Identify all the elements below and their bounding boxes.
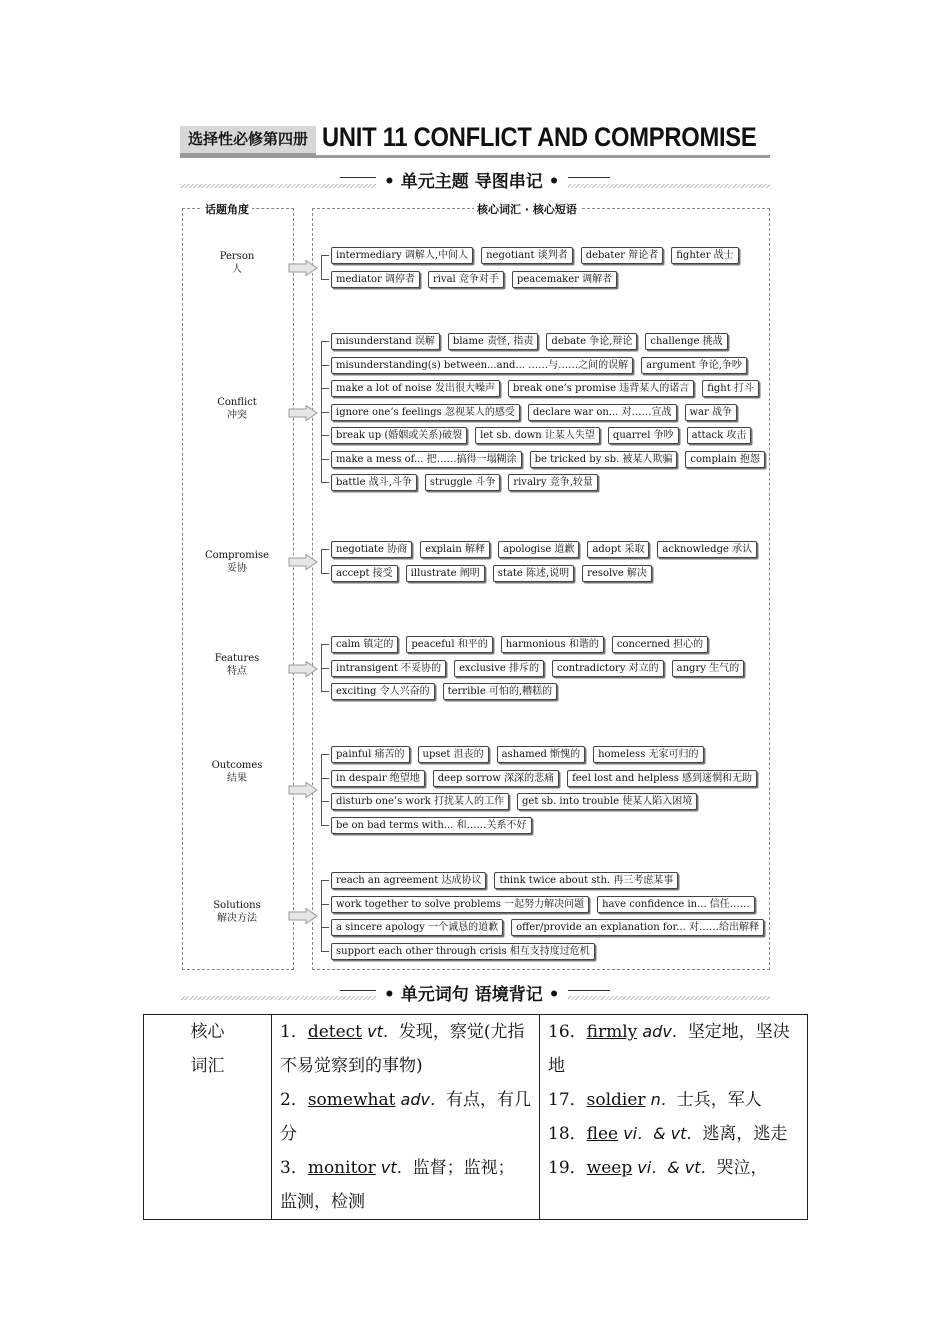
topic-zh: 结果 [227,773,247,784]
row-connector [321,754,329,755]
topic-zh: 解决方法 [217,913,257,924]
vocab-chip: make a lot of noise 发出很大噪声 [331,380,500,397]
section-title-text: 单元词句 语境背记 [400,985,543,1005]
vocab-chip: negotiate 协商 [331,541,412,558]
entry-pos: vi．& vt． [632,1158,717,1177]
vocab-entry [280,1083,531,1151]
section-title-map [376,167,568,192]
row-connector [321,778,329,779]
vocab-entry [548,1015,799,1083]
vocab-chip: fighter 战士 [671,247,738,264]
row-connector [321,388,329,389]
row-connector [321,279,329,280]
row-connector [321,549,329,550]
topic-en: Person [219,251,255,262]
section-title-text: 单元主题 导图串记 [400,172,543,192]
entry-word: somewhat [307,1090,396,1110]
entry-definition: 发现，察觉(尤指不易觉察到的事物) [280,1022,525,1076]
row-connector [321,927,329,928]
topic-arrow-icon [288,405,318,421]
section-dot-right: • [542,172,560,192]
vocab-chip: illustrate 阐明 [406,565,485,582]
vocab-chip: resolve 解决 [582,565,652,582]
vocab-chip: calm 镇定的 [331,636,398,653]
vocab-chip: blame 责怪, 指责 [448,333,539,350]
entry-pos: adv． [395,1090,446,1109]
topic-en: Features [214,653,260,664]
vocab-chip: peaceful 和平的 [406,636,492,653]
row-connector [321,951,329,952]
topic-column-box [182,208,294,970]
row-connector [321,482,329,483]
entry-number: 2． [280,1090,308,1110]
vocab-chip: ignore one’s feelings 忽视某人的感受 [331,404,520,421]
vocab-chip: rival 竞争对手 [428,271,504,288]
vocab-chip: be tricked by sb. 被某人欺骗 [530,451,678,468]
vocab-chip: struggle 斗争 [425,474,500,491]
row-connector [321,825,329,826]
section-title-vocab [376,980,568,1005]
vocab-chip: terrible 可怕的,糟糕的 [443,683,558,700]
vocab-chip: exciting 令人兴奋的 [331,683,435,700]
row-connector [321,801,329,802]
row-connector [321,880,329,881]
vocab-chip: harmonious 和谐的 [501,636,604,653]
vocab-table [143,1014,808,1220]
entry-word: detect [307,1022,363,1042]
table-row [144,1015,808,1220]
vocab-chip: acknowledge 承认 [657,541,757,558]
row-connector [321,341,329,342]
topic-label [182,549,292,575]
row-connector [321,668,329,669]
entry-definition: 哭泣， [716,1158,768,1178]
entry-word: weep [586,1158,633,1178]
row-connector [321,412,329,413]
vocab-chip: work together to solve problems 一起努力解决问题 [331,896,589,913]
topic-arrow-icon [288,782,318,798]
vocab-chip: have confidence in... 信任…… [597,896,755,913]
vocab-entry [280,1015,531,1083]
topic-en: Outcomes [211,760,263,771]
vocab-column-box [312,208,770,970]
topic-en: Compromise [204,550,270,561]
vocab-chip: state 陈述,说明 [493,565,574,582]
row-connector [321,255,329,256]
vocab-entry [548,1151,799,1185]
vocab-chip: complain 抱怨 [685,451,764,468]
topic-en: Solutions [213,900,261,911]
vocab-chip: challenge 挑战 [645,333,727,350]
vocab-category-line: 核心 [190,1022,225,1042]
topic-zh: 冲突 [227,410,247,421]
book-volume-tag: 选择性必修第四册 [180,126,316,157]
vocab-chip: reach an agreement 达成协议 [331,872,486,889]
vocab-chip: accept 接受 [331,565,398,582]
vocab-chip: disturb one’s work 打扰某人的工作 [331,793,509,810]
vocab-entry [548,1083,799,1117]
vocab-chip: fight 打斗 [702,380,759,397]
vocab-chip: get sb. into trouble 使某人陷入困境 [517,793,697,810]
row-connector [321,435,329,436]
vocab-chip: war 战争 [685,404,737,421]
group-bracket [321,754,322,825]
row-connector [321,573,329,574]
entry-number: 17． [548,1090,587,1110]
section-dot-right: • [542,985,560,1005]
vocab-chip: explain 解释 [420,541,490,558]
vocab-chip: contradictory 对立的 [552,660,664,677]
vocab-column-label: 核心词汇 · 核心短语 [474,201,580,217]
section-dot-left: • [384,985,401,1005]
vocab-chip: feel lost and helpless 感到迷惘和无助 [567,770,757,787]
topic-zh: 人 [232,264,242,275]
vocab-chip: intermediary 调解人,中间人 [331,247,473,264]
title-underline [180,155,770,158]
topic-arrow-icon [288,908,318,924]
vocab-chip: debate 争论,辩论 [546,333,637,350]
entry-word: firmly [586,1022,638,1042]
entry-number: 18． [548,1124,587,1144]
entry-pos: vt． [375,1158,413,1177]
topic-label [182,250,292,276]
vocab-chip: apologise 道歉 [498,541,579,558]
topic-column-label: 话题角度 [202,201,252,217]
topic-arrow-icon [288,260,318,276]
vocab-chip: painful 痛苦的 [331,746,410,763]
vocab-chip: attack 攻击 [687,427,752,444]
topic-label [182,396,292,422]
entry-pos: adv． [637,1022,688,1041]
vocab-chip: debater 辩论者 [581,247,664,264]
row-connector [321,365,329,366]
vocab-chip: break up (婚姻或关系)破裂 [331,427,467,444]
entry-definition: 监督；监视；监测，检测 [280,1158,515,1212]
entry-number: 16． [548,1022,587,1042]
topic-label [182,899,292,925]
vocab-chip: ashamed 惭愧的 [497,746,585,763]
vocab-chip: battle 战斗,斗争 [331,474,417,491]
group-bracket [321,549,322,573]
topic-zh: 妥协 [227,563,247,574]
vocab-chip: argument 争论,争吵 [641,357,747,374]
vocab-chip: misunderstanding(s) between...and... ……与……之间的误解 [331,357,633,374]
entry-pos: n． [645,1090,677,1109]
group-bracket [321,880,322,951]
vocab-chip: concerned 担心的 [612,636,708,653]
vocab-chip: think twice about sth. 再三考虑某事 [494,872,678,889]
vocab-chip: let sb. down 让某人失望 [475,427,600,444]
topic-arrow-icon [288,554,318,570]
vocab-chip: declare war on... 对……宣战 [528,404,677,421]
vocab-chip: adopt 采取 [587,541,649,558]
vocab-chip: support each other through crisis 相互支持度过危机 [331,943,595,960]
row-connector [321,459,329,460]
vocab-chip: rivalry 竞争,较量 [508,474,598,491]
vocab-chip: upset 沮丧的 [418,746,489,763]
entry-word: flee [586,1124,619,1144]
vocab-chip: exclusive 排斥的 [454,660,544,677]
vocab-column-2 [540,1015,808,1220]
row-connector [321,904,329,905]
row-connector [321,644,329,645]
vocab-chip: homeless 无家可归的 [593,746,703,763]
topic-zh: 特点 [227,666,247,677]
topic-en: Conflict [217,397,257,408]
vocab-entry [548,1117,799,1151]
entry-number: 1． [280,1022,308,1042]
vocab-column-1 [272,1015,540,1220]
entry-number: 19． [548,1158,587,1178]
vocab-chip: mediator 调停者 [331,271,420,288]
vocab-chip: peacemaker 调解者 [512,271,617,288]
row-connector [321,691,329,692]
vocab-entry [280,1151,531,1219]
group-bracket [321,255,322,279]
vocab-chip: break one’s promise 违背某人的诺言 [508,380,694,397]
vocab-chip: make a mess of... 把……搞得一塌糊涂 [331,451,522,468]
topic-arrow-icon [288,661,318,677]
vocab-chip: quarrel 争吵 [608,427,679,444]
entry-number: 3． [280,1158,308,1178]
topic-label [182,652,292,678]
vocab-chip: a sincere apology 一个诚恳的道歉 [331,919,503,936]
entry-definition: 坚定地，坚决地 [548,1022,790,1076]
vocab-chip: be on bad terms with... 和……关系不好 [331,817,532,834]
entry-definition: 逃离，逃走 [702,1124,788,1144]
vocab-chip: intransigent 不妥协的 [331,660,446,677]
vocab-chip: in despair 绝望地 [331,770,425,787]
vocab-chip: deep sorrow 深深的悲痛 [433,770,559,787]
entry-definition: 士兵，军人 [676,1090,762,1110]
topic-label [182,759,292,785]
vocab-chip: angry 生气的 [672,660,744,677]
entry-definition: 有点，有几分 [280,1090,531,1144]
entry-word: soldier [586,1090,646,1110]
entry-word: monitor [307,1158,376,1178]
entry-pos: vi．& vt． [618,1124,703,1143]
vocab-category-line: 词汇 [190,1056,225,1076]
vocab-category-cell [144,1015,272,1220]
entry-pos: vt． [362,1022,399,1041]
vocab-chip: misunderstand 误解 [331,333,440,350]
vocab-category [152,1015,263,1083]
unit-title: UNIT 11 CONFLICT AND COMPROMISE [322,122,757,152]
vocab-chip: negotiant 谈判者 [481,247,573,264]
vocab-chip: offer/provide an explanation for... 对……给出解释 [511,919,764,936]
section-dot-left: • [384,172,401,192]
